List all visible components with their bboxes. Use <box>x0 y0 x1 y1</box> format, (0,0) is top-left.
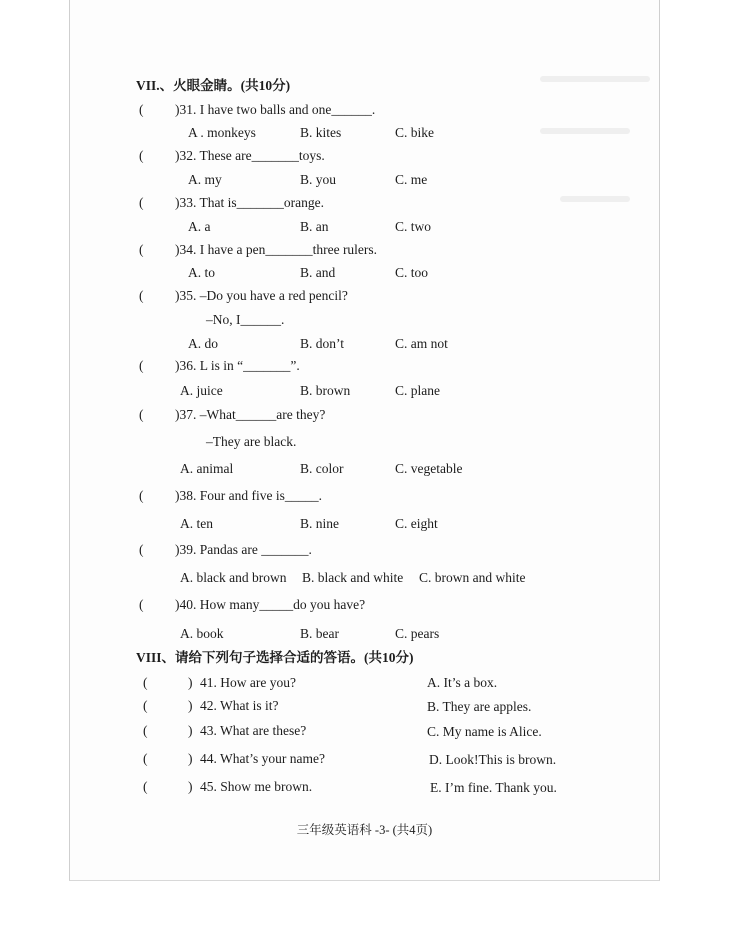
answer-paren[interactable]: ( <box>143 723 148 738</box>
question-text: )40. How many_____do you have? <box>175 597 366 612</box>
option-c: C. pears <box>395 626 440 641</box>
match-answer: A. It’s a box. <box>427 675 498 690</box>
option-c: C. bike <box>395 125 434 140</box>
answer-paren[interactable]: ( <box>139 148 144 163</box>
option-b: B. don’t <box>300 336 345 351</box>
answer-paren[interactable]: ( <box>139 597 144 612</box>
bleed-through-mark <box>540 76 650 82</box>
option-c: C. too <box>395 265 429 280</box>
option-b: B. an <box>300 219 329 234</box>
answer-paren[interactable]: ( <box>139 288 144 303</box>
question-text: )36. L is in “_______”. <box>175 358 300 373</box>
option-a: A. book <box>180 626 224 641</box>
option-b: B. color <box>300 461 344 476</box>
option-a: A. black and brown <box>180 570 287 585</box>
match-answer: B. They are apples. <box>427 699 532 714</box>
question-text: )37. –What______are they? <box>175 407 326 422</box>
option-a: A. my <box>188 172 222 187</box>
answer-paren[interactable]: ( <box>139 488 144 503</box>
answer-paren[interactable]: ( <box>139 542 144 557</box>
question-text: )39. Pandas are _______. <box>175 542 312 557</box>
match-question: 41. How are you? <box>200 675 296 690</box>
option-b: B. and <box>300 265 336 280</box>
option-a: A. a <box>188 219 211 234</box>
match-question: 42. What is it? <box>200 698 279 713</box>
answer-paren[interactable]: ( <box>143 751 148 766</box>
answer-paren[interactable]: ( <box>143 698 148 713</box>
section-8-heading: VIII、请给下列句子选择合适的答语。(共10分) <box>136 650 414 665</box>
answer-paren-close: ) <box>188 723 193 738</box>
answer-paren[interactable]: ( <box>139 242 144 257</box>
answer-paren-close: ) <box>188 751 193 766</box>
option-a: A. animal <box>180 461 234 476</box>
option-c: C. am not <box>395 336 448 351</box>
option-c: C. vegetable <box>395 461 463 476</box>
page-footer: 三年级英语科 -3- (共4页) <box>296 823 433 837</box>
option-b: B. nine <box>300 516 339 531</box>
match-answer: D. Look!This is brown. <box>429 752 557 767</box>
question-text: )34. I have a pen_______three rulers. <box>175 242 378 257</box>
match-question: 45. Show me brown. <box>200 779 313 794</box>
answer-paren-close: ) <box>188 698 193 713</box>
question-text: )33. That is_______orange. <box>175 195 324 210</box>
option-a: A . monkeys <box>188 125 256 140</box>
option-a: A. to <box>188 265 215 280</box>
option-a: A. do <box>188 336 218 351</box>
bleed-through-mark <box>540 128 630 134</box>
answer-paren-close: ) <box>188 779 193 794</box>
match-answer: E. I’m fine. Thank you. <box>430 780 557 795</box>
section-7-heading: VII.、火眼金睛。(共10分) <box>136 78 291 93</box>
match-question: 44. What’s your name? <box>200 751 325 766</box>
answer-paren[interactable]: ( <box>139 407 144 422</box>
option-c: C. brown and white <box>419 570 526 585</box>
answer-paren[interactable]: ( <box>139 195 144 210</box>
bleed-through-mark <box>560 196 630 202</box>
dialogue-reply: –They are black. <box>206 434 297 449</box>
question-text: )38. Four and five is_____. <box>175 488 322 503</box>
answer-paren[interactable]: ( <box>143 675 148 690</box>
answer-paren[interactable]: ( <box>139 102 144 117</box>
option-b: B. brown <box>300 383 351 398</box>
option-b: B. black and white <box>302 570 404 585</box>
option-a: A. juice <box>180 383 223 398</box>
match-answer: C. My name is Alice. <box>427 724 542 739</box>
question-text: )35. –Do you have a red pencil? <box>175 288 348 303</box>
question-text: )31. I have two balls and one______. <box>175 102 376 117</box>
option-a: A. ten <box>180 516 213 531</box>
option-c: C. me <box>395 172 428 187</box>
option-c: C. plane <box>395 383 440 398</box>
question-text: )32. These are_______toys. <box>175 148 325 163</box>
option-b: B. bear <box>300 626 339 641</box>
option-b: B. you <box>300 172 337 187</box>
answer-paren[interactable]: ( <box>139 358 144 373</box>
exam-page <box>69 0 660 881</box>
match-question: 43. What are these? <box>200 723 307 738</box>
answer-paren[interactable]: ( <box>143 779 148 794</box>
option-c: C. eight <box>395 516 438 531</box>
option-b: B. kites <box>300 125 342 140</box>
dialogue-reply: –No, I______. <box>206 312 285 327</box>
option-c: C. two <box>395 219 432 234</box>
answer-paren-close: ) <box>188 675 193 690</box>
